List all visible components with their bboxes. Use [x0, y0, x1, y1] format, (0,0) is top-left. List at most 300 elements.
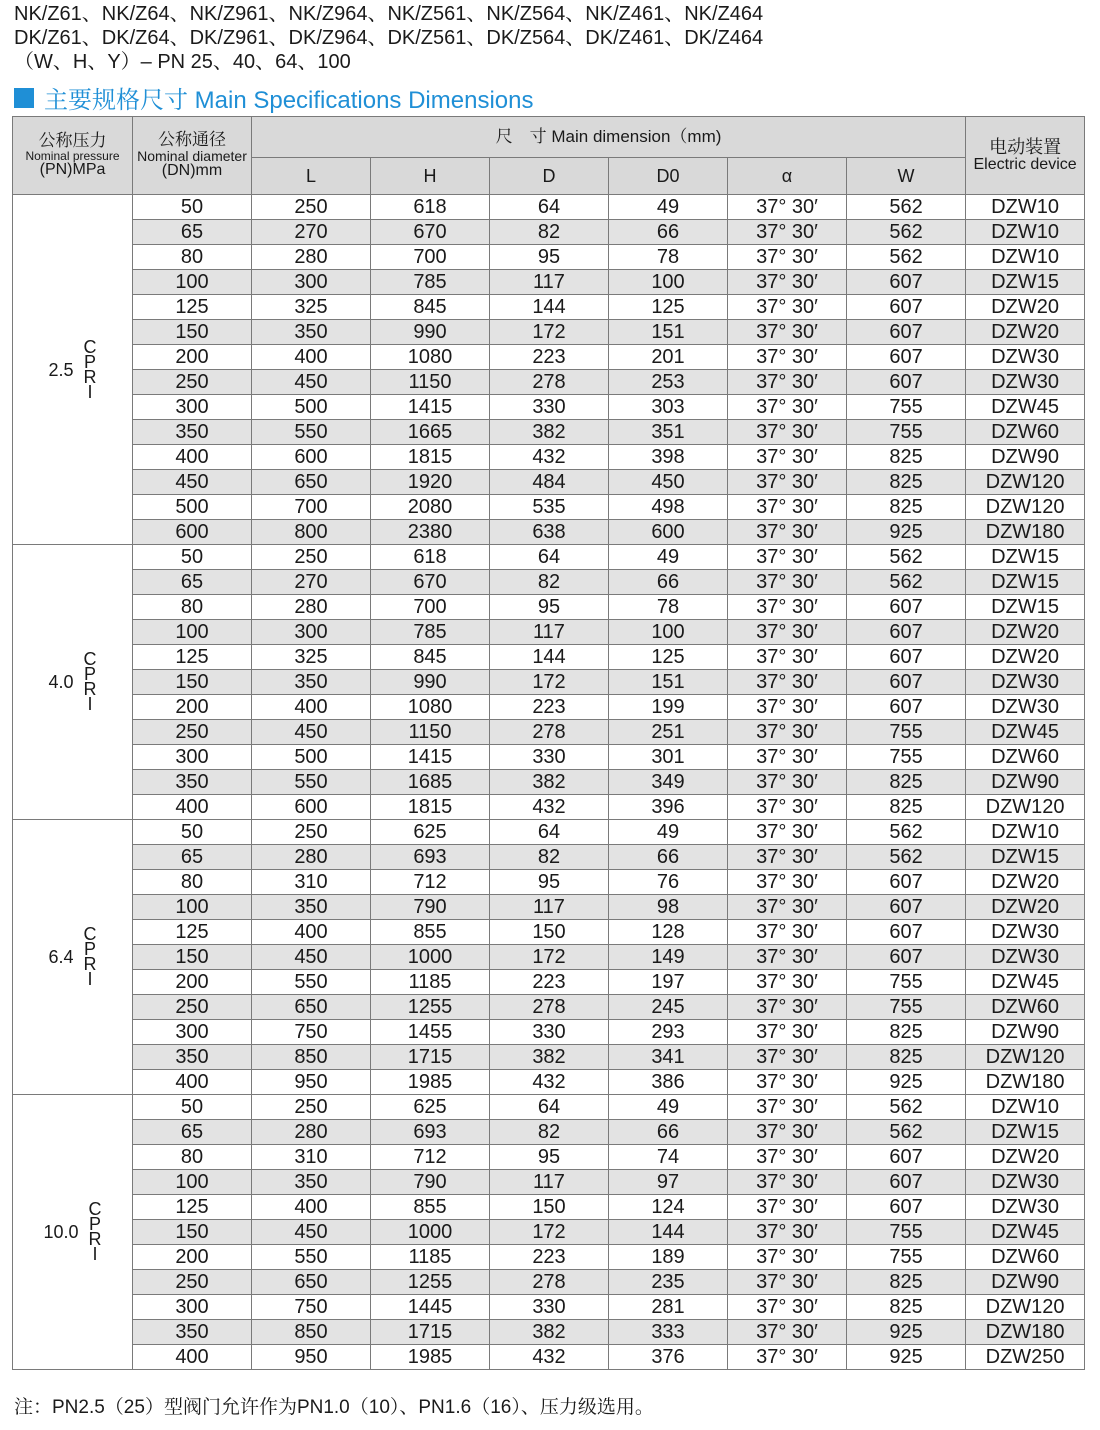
table-row — [13, 295, 1085, 320]
nominal-diameter-cell: 80 — [133, 245, 252, 270]
nominal-diameter-cell: 125 — [133, 1195, 252, 1220]
diameter-cell: 64 — [490, 195, 609, 220]
table-row — [13, 870, 1085, 895]
pressure-letters — [88, 1199, 102, 1264]
device-cell: DZW60 — [966, 745, 1085, 770]
nominal-diameter-cell: 150 — [133, 1220, 252, 1245]
width-cell: 607 — [847, 920, 966, 945]
d0-cell: 66 — [609, 570, 728, 595]
pressure-value: 10.0 — [43, 1222, 79, 1242]
width-cell: 607 — [847, 670, 966, 695]
height-cell: 785 — [371, 270, 490, 295]
nominal-diameter-cell: 125 — [133, 295, 252, 320]
square-bullet-icon — [14, 88, 34, 108]
length-cell: 400 — [252, 920, 371, 945]
pressure-letter: R — [83, 954, 97, 974]
device-header-zh: 电动装置 — [989, 136, 1062, 157]
nominal-diameter-cell: 200 — [133, 1245, 252, 1270]
device-cell: DZW30 — [966, 695, 1085, 720]
length-cell: 950 — [252, 1345, 371, 1370]
angle-cell: 37° 30′ — [728, 445, 847, 470]
width-cell: 607 — [847, 595, 966, 620]
table-row — [13, 520, 1085, 545]
width-cell: 562 — [847, 245, 966, 270]
d0-cell: 49 — [609, 1095, 728, 1120]
table-row — [13, 1220, 1085, 1245]
device-cell: DZW15 — [966, 570, 1085, 595]
angle-cell: 37° 30′ — [728, 395, 847, 420]
d0-cell: 398 — [609, 445, 728, 470]
length-cell: 310 — [252, 1145, 371, 1170]
diameter-cell: 432 — [490, 1345, 609, 1370]
table-row — [13, 1095, 1085, 1120]
diameter-cell: 330 — [490, 395, 609, 420]
diameter-cell: 278 — [490, 370, 609, 395]
height-cell: 1985 — [371, 1345, 490, 1370]
d0-cell: 201 — [609, 345, 728, 370]
height-cell: 712 — [371, 1145, 490, 1170]
device-header — [966, 117, 1085, 195]
table-row — [13, 1145, 1085, 1170]
angle-cell: 37° 30′ — [728, 1070, 847, 1095]
d0-cell: 333 — [609, 1320, 728, 1345]
device-cell: DZW30 — [966, 370, 1085, 395]
length-cell: 270 — [252, 220, 371, 245]
device-cell: DZW90 — [966, 1020, 1085, 1045]
nominal-diameter-cell: 50 — [133, 1095, 252, 1120]
diameter-cell: 117 — [490, 1170, 609, 1195]
d0-cell: 498 — [609, 495, 728, 520]
height-cell: 693 — [371, 845, 490, 870]
device-cell: DZW10 — [966, 245, 1085, 270]
nominal-diameter-cell: 450 — [133, 470, 252, 495]
angle-cell: 37° 30′ — [728, 770, 847, 795]
d0-cell: 351 — [609, 420, 728, 445]
length-cell: 280 — [252, 845, 371, 870]
angle-cell: 37° 30′ — [728, 270, 847, 295]
length-cell: 350 — [252, 1170, 371, 1195]
angle-cell: 37° 30′ — [728, 895, 847, 920]
d0-cell: 76 — [609, 870, 728, 895]
length-cell: 850 — [252, 1045, 371, 1070]
nominal-diameter-cell: 250 — [133, 370, 252, 395]
pressure-group-cell — [13, 195, 133, 545]
pressure-group-cell — [13, 1095, 133, 1370]
device-cell: DZW120 — [966, 495, 1085, 520]
d0-cell: 293 — [609, 1020, 728, 1045]
diameter-cell: 64 — [490, 820, 609, 845]
pressure-letter: R — [83, 679, 97, 699]
width-cell: 607 — [847, 345, 966, 370]
pressure-letters — [83, 924, 97, 989]
length-cell: 400 — [252, 695, 371, 720]
nominal-diameter-cell: 300 — [133, 1020, 252, 1045]
angle-cell: 37° 30′ — [728, 195, 847, 220]
length-cell: 550 — [252, 1245, 371, 1270]
length-cell: 500 — [252, 395, 371, 420]
nominal-diameter-cell: 400 — [133, 445, 252, 470]
model-line: NK/Z61、NK/Z64、NK/Z961、NK/Z964、NK/Z561、NK/Z564、NK/Z461、NK/Z464 — [14, 3, 764, 25]
angle-cell: 37° 30′ — [728, 995, 847, 1020]
height-cell: 1415 — [371, 395, 490, 420]
angle-cell: 37° 30′ — [728, 620, 847, 645]
nominal-diameter-cell: 50 — [133, 820, 252, 845]
diameter-cell: 382 — [490, 1045, 609, 1070]
length-cell: 450 — [252, 370, 371, 395]
height-cell: 712 — [371, 870, 490, 895]
table-row — [13, 920, 1085, 945]
device-cell: DZW15 — [966, 595, 1085, 620]
table-row — [13, 270, 1085, 295]
table-row — [13, 1320, 1085, 1345]
angle-cell: 37° 30′ — [728, 1045, 847, 1070]
length-cell: 950 — [252, 1070, 371, 1095]
diameter-cell: 330 — [490, 1020, 609, 1045]
device-cell: DZW90 — [966, 445, 1085, 470]
pressure-letter: I — [87, 969, 93, 989]
width-cell: 755 — [847, 970, 966, 995]
length-cell: 600 — [252, 445, 371, 470]
diameter-cell: 382 — [490, 1320, 609, 1345]
angle-cell: 37° 30′ — [728, 920, 847, 945]
diameter-cell: 278 — [490, 1270, 609, 1295]
height-cell: 1815 — [371, 445, 490, 470]
diameter-cell: 117 — [490, 620, 609, 645]
nominal-diameter-cell: 200 — [133, 970, 252, 995]
diameter-header — [133, 117, 252, 195]
length-cell: 450 — [252, 1220, 371, 1245]
height-cell: 693 — [371, 1120, 490, 1145]
device-cell: DZW30 — [966, 670, 1085, 695]
diameter-cell: 95 — [490, 1145, 609, 1170]
nominal-diameter-cell: 80 — [133, 1145, 252, 1170]
table-row — [13, 720, 1085, 745]
diameter-cell: 223 — [490, 695, 609, 720]
nominal-diameter-cell: 100 — [133, 270, 252, 295]
nominal-diameter-cell: 350 — [133, 1045, 252, 1070]
device-cell: DZW120 — [966, 1295, 1085, 1320]
table-row — [13, 495, 1085, 520]
table-row — [13, 770, 1085, 795]
device-cell: DZW30 — [966, 1170, 1085, 1195]
table-row — [13, 995, 1085, 1020]
length-cell: 280 — [252, 245, 371, 270]
nominal-diameter-cell: 400 — [133, 1345, 252, 1370]
column-header-w: W — [847, 158, 966, 195]
d0-cell: 197 — [609, 970, 728, 995]
height-cell: 618 — [371, 545, 490, 570]
nominal-diameter-cell: 250 — [133, 720, 252, 745]
d0-cell: 151 — [609, 670, 728, 695]
table-row — [13, 445, 1085, 470]
angle-cell: 37° 30′ — [728, 595, 847, 620]
d0-cell: 78 — [609, 595, 728, 620]
height-cell: 1150 — [371, 720, 490, 745]
width-cell: 607 — [847, 645, 966, 670]
d0-cell: 98 — [609, 895, 728, 920]
width-cell: 607 — [847, 945, 966, 970]
length-cell: 300 — [252, 620, 371, 645]
nominal-diameter-cell: 200 — [133, 695, 252, 720]
angle-cell: 37° 30′ — [728, 820, 847, 845]
length-cell: 500 — [252, 745, 371, 770]
d0-cell: 149 — [609, 945, 728, 970]
pressure-value: 2.5 — [48, 359, 74, 380]
footnote: 注：PN2.5（25）型阀门允许作为PN1.0（10）、PN1.6（16）、压力级选用。 — [14, 1397, 654, 1418]
diameter-cell: 172 — [490, 320, 609, 345]
device-cell: DZW30 — [966, 945, 1085, 970]
device-cell: DZW20 — [966, 895, 1085, 920]
nominal-diameter-cell: 300 — [133, 1295, 252, 1320]
height-cell: 845 — [371, 295, 490, 320]
angle-cell: 37° 30′ — [728, 645, 847, 670]
table-row — [13, 595, 1085, 620]
device-cell: DZW20 — [966, 320, 1085, 345]
height-cell: 1185 — [371, 970, 490, 995]
diameter-cell: 95 — [490, 595, 609, 620]
device-cell: DZW20 — [966, 620, 1085, 645]
angle-cell: 37° 30′ — [728, 1345, 847, 1370]
diameter-header-zh: 公称通径 — [158, 129, 226, 149]
column-header-alpha: α — [728, 158, 847, 195]
pressure-group-cell — [13, 545, 133, 820]
d0-cell: 245 — [609, 995, 728, 1020]
width-cell: 825 — [847, 1020, 966, 1045]
nominal-diameter-cell: 250 — [133, 995, 252, 1020]
diameter-cell: 484 — [490, 470, 609, 495]
spec-table — [12, 116, 1085, 1370]
angle-cell: 37° 30′ — [728, 520, 847, 545]
device-cell: DZW15 — [966, 545, 1085, 570]
diameter-cell: 432 — [490, 445, 609, 470]
model-list — [14, 2, 763, 74]
width-cell: 607 — [847, 695, 966, 720]
nominal-diameter-cell: 65 — [133, 570, 252, 595]
pressure-letter: C — [83, 924, 97, 944]
width-cell: 825 — [847, 1295, 966, 1320]
length-cell: 450 — [252, 945, 371, 970]
nominal-diameter-cell: 65 — [133, 845, 252, 870]
nominal-diameter-cell: 300 — [133, 395, 252, 420]
pressure-letter: C — [83, 336, 97, 357]
device-cell: DZW15 — [966, 270, 1085, 295]
length-cell: 550 — [252, 970, 371, 995]
pressure-letter: P — [84, 939, 97, 959]
table-row — [13, 1195, 1085, 1220]
height-cell: 1415 — [371, 745, 490, 770]
diameter-cell: 382 — [490, 420, 609, 445]
angle-cell: 37° 30′ — [728, 1320, 847, 1345]
device-cell: DZW60 — [966, 1245, 1085, 1270]
table-row — [13, 1345, 1085, 1370]
device-cell: DZW180 — [966, 1070, 1085, 1095]
pressure-value: 4.0 — [48, 672, 74, 692]
nominal-diameter-cell: 500 — [133, 495, 252, 520]
device-cell: DZW10 — [966, 195, 1085, 220]
length-cell: 650 — [252, 470, 371, 495]
pressure-header-zh: 公称压力 — [38, 130, 107, 150]
d0-cell: 235 — [609, 1270, 728, 1295]
nominal-diameter-cell: 400 — [133, 1070, 252, 1095]
diameter-cell: 144 — [490, 295, 609, 320]
d0-cell: 66 — [609, 220, 728, 245]
length-cell: 280 — [252, 1120, 371, 1145]
d0-cell: 301 — [609, 745, 728, 770]
d0-cell: 66 — [609, 845, 728, 870]
nominal-diameter-cell: 80 — [133, 595, 252, 620]
pressure-letter: I — [87, 381, 93, 402]
table-row — [13, 1045, 1085, 1070]
nominal-diameter-cell: 350 — [133, 420, 252, 445]
table-row — [13, 970, 1085, 995]
angle-cell: 37° 30′ — [728, 970, 847, 995]
angle-cell: 37° 30′ — [728, 695, 847, 720]
diameter-cell: 223 — [490, 970, 609, 995]
width-cell: 607 — [847, 320, 966, 345]
width-cell: 607 — [847, 1145, 966, 1170]
d0-cell: 49 — [609, 195, 728, 220]
nominal-diameter-cell: 150 — [133, 945, 252, 970]
height-cell: 1150 — [371, 370, 490, 395]
length-cell: 800 — [252, 520, 371, 545]
length-cell: 250 — [252, 545, 371, 570]
nominal-diameter-cell: 50 — [133, 545, 252, 570]
angle-cell: 37° 30′ — [728, 545, 847, 570]
diameter-cell: 82 — [490, 220, 609, 245]
nominal-diameter-cell: 400 — [133, 795, 252, 820]
width-cell: 825 — [847, 445, 966, 470]
device-cell: DZW30 — [966, 920, 1085, 945]
height-cell: 1455 — [371, 1020, 490, 1045]
table-row — [13, 820, 1085, 845]
diameter-cell: 382 — [490, 770, 609, 795]
height-cell: 625 — [371, 820, 490, 845]
width-cell: 925 — [847, 1320, 966, 1345]
nominal-diameter-cell: 100 — [133, 1170, 252, 1195]
width-cell: 755 — [847, 1220, 966, 1245]
d0-cell: 151 — [609, 320, 728, 345]
d0-cell: 251 — [609, 720, 728, 745]
nominal-diameter-cell: 300 — [133, 745, 252, 770]
width-cell: 755 — [847, 395, 966, 420]
width-cell: 755 — [847, 1245, 966, 1270]
table-row — [13, 195, 1085, 220]
pressure-letter: R — [88, 1229, 102, 1249]
pressure-letter: P — [89, 1214, 102, 1234]
diameter-cell: 432 — [490, 795, 609, 820]
length-cell: 350 — [252, 895, 371, 920]
nominal-diameter-cell: 100 — [133, 620, 252, 645]
diameter-cell: 330 — [490, 1295, 609, 1320]
length-cell: 250 — [252, 1095, 371, 1120]
height-cell: 855 — [371, 1195, 490, 1220]
diameter-cell: 223 — [490, 345, 609, 370]
angle-cell: 37° 30′ — [728, 1095, 847, 1120]
length-cell: 325 — [252, 645, 371, 670]
width-cell: 607 — [847, 1195, 966, 1220]
angle-cell: 37° 30′ — [728, 1270, 847, 1295]
diameter-cell: 144 — [490, 645, 609, 670]
nominal-diameter-cell: 125 — [133, 920, 252, 945]
device-cell: DZW10 — [966, 820, 1085, 845]
table-row — [13, 1120, 1085, 1145]
width-cell: 825 — [847, 795, 966, 820]
table-body — [13, 195, 1085, 1370]
height-cell: 790 — [371, 895, 490, 920]
height-cell: 1665 — [371, 420, 490, 445]
device-cell: DZW120 — [966, 1045, 1085, 1070]
table-row — [13, 645, 1085, 670]
width-cell: 562 — [847, 570, 966, 595]
d0-cell: 253 — [609, 370, 728, 395]
table-row — [13, 420, 1085, 445]
table-row — [13, 345, 1085, 370]
diameter-cell: 117 — [490, 270, 609, 295]
diameter-cell: 432 — [490, 1070, 609, 1095]
d0-cell: 78 — [609, 245, 728, 270]
nominal-diameter-cell: 65 — [133, 220, 252, 245]
diameter-cell: 638 — [490, 520, 609, 545]
table-row — [13, 620, 1085, 645]
length-cell: 700 — [252, 495, 371, 520]
angle-cell: 37° 30′ — [728, 1195, 847, 1220]
height-cell: 1715 — [371, 1320, 490, 1345]
pressure-letter: I — [87, 694, 93, 714]
d0-cell: 49 — [609, 820, 728, 845]
table-row — [13, 1170, 1085, 1195]
height-cell: 990 — [371, 320, 490, 345]
length-cell: 650 — [252, 1270, 371, 1295]
d0-cell: 450 — [609, 470, 728, 495]
height-cell: 1815 — [371, 795, 490, 820]
table-row — [13, 845, 1085, 870]
angle-cell: 37° 30′ — [728, 945, 847, 970]
pressure-letter: R — [83, 366, 97, 387]
table-row — [13, 795, 1085, 820]
angle-cell: 37° 30′ — [728, 320, 847, 345]
height-cell: 670 — [371, 220, 490, 245]
device-cell: DZW180 — [966, 1320, 1085, 1345]
device-cell: DZW30 — [966, 345, 1085, 370]
pressure-letter: P — [84, 351, 97, 372]
length-cell: 325 — [252, 295, 371, 320]
diameter-cell: 95 — [490, 870, 609, 895]
table-row — [13, 245, 1085, 270]
angle-cell: 37° 30′ — [728, 1170, 847, 1195]
length-cell: 750 — [252, 1020, 371, 1045]
table-row — [13, 670, 1085, 695]
height-cell: 990 — [371, 670, 490, 695]
d0-cell: 189 — [609, 1245, 728, 1270]
d0-cell: 49 — [609, 545, 728, 570]
height-cell: 1080 — [371, 695, 490, 720]
width-cell: 825 — [847, 770, 966, 795]
table-row — [13, 1270, 1085, 1295]
diameter-cell: 64 — [490, 545, 609, 570]
width-cell: 562 — [847, 1120, 966, 1145]
length-cell: 850 — [252, 1320, 371, 1345]
width-cell: 825 — [847, 470, 966, 495]
width-cell: 562 — [847, 820, 966, 845]
length-cell: 600 — [252, 795, 371, 820]
model-line: DK/Z61、DK/Z64、DK/Z961、DK/Z964、DK/Z561、DK/Z564、DK/Z461、DK/Z464 — [14, 27, 764, 49]
length-cell: 300 — [252, 270, 371, 295]
pressure-letter: I — [92, 1244, 98, 1264]
angle-cell: 37° 30′ — [728, 295, 847, 320]
table-row — [13, 1070, 1085, 1095]
height-cell: 670 — [371, 570, 490, 595]
diameter-cell: 82 — [490, 570, 609, 595]
